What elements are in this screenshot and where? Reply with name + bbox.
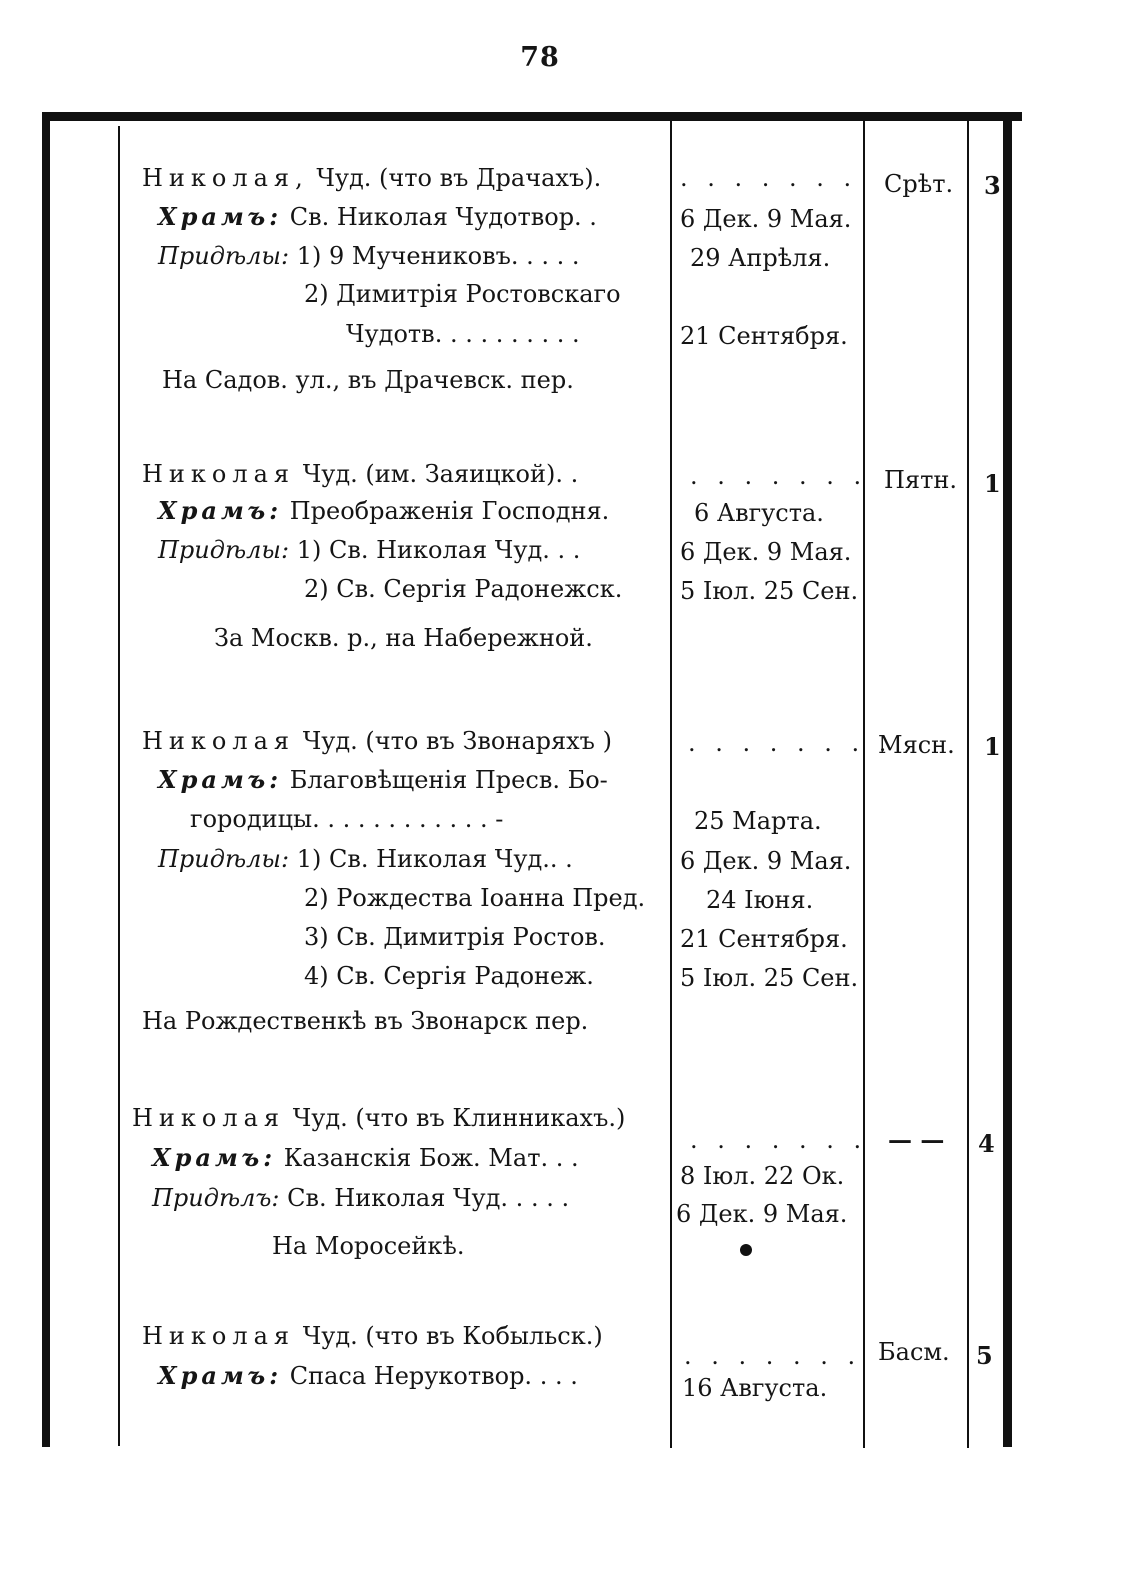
entry-line	[346, 318, 580, 350]
entry-line	[304, 960, 594, 992]
feast-date: 21 Сентября.	[680, 925, 848, 953]
feast-date: 21 Сентября.	[680, 322, 848, 350]
line-label: Храмъ:	[158, 765, 283, 794]
entry-number: 1	[984, 469, 1001, 498]
location: На Садов. ул., въ Драчевск. пер.	[162, 366, 574, 394]
entry-line	[158, 534, 580, 566]
line-label: Придѣлы:	[158, 845, 290, 873]
church-name: Николая	[142, 727, 296, 755]
feast-date: 6 Дек. 9 Мая.	[680, 205, 852, 233]
location: За Москв. р., на Набережной.	[214, 624, 593, 652]
church-subtitle: Чуд. (им. Заяицкой). .	[302, 460, 579, 488]
church-subtitle: Чуд. (что въ Звонаряхъ )	[302, 727, 612, 755]
entry-line	[158, 240, 580, 272]
location: На Моросейкѣ.	[272, 1232, 465, 1260]
feast-date: 6 Дек. 9 Мая.	[680, 847, 852, 875]
entry-line	[190, 803, 503, 835]
entry-title	[142, 162, 601, 194]
line-text: Преображенія Господня.	[289, 497, 610, 525]
column-rule-date	[670, 120, 672, 1448]
line-text: Св. Николая Чуд. . . . .	[287, 1184, 570, 1212]
line-label: Храмъ:	[158, 1361, 283, 1390]
entry-line	[304, 921, 606, 953]
entry-line	[304, 278, 621, 310]
church-name: Николая	[132, 1104, 286, 1132]
church-subtitle: Чуд. (что въ Клинникахъ.)	[292, 1104, 626, 1132]
line-text: 2) Св. Сергія Радонежск.	[304, 575, 623, 603]
entry-number: 1	[984, 732, 1001, 761]
entry-line	[158, 495, 609, 527]
district: Срѣт.	[884, 170, 954, 198]
entry-title	[132, 1102, 625, 1134]
title-dots: . . . . . . .	[690, 1126, 868, 1154]
feast-date: 6 Дек. 9 Мая.	[680, 538, 852, 566]
feast-date: 24 Іюня.	[706, 886, 814, 914]
feast-date: 6 Августа.	[694, 499, 824, 527]
line-text: Благовѣщенія Пресв. Бо-	[289, 766, 608, 794]
frame-right-border	[1003, 112, 1012, 1447]
title-dots: . . . . . . .	[684, 1342, 862, 1370]
church-subtitle: Чуд. (что въ Драчахъ).	[316, 164, 602, 192]
line-label: Храмъ:	[158, 496, 283, 525]
line-text: 3) Св. Димитрія Ростов.	[304, 923, 606, 951]
church-name: Николая	[142, 1322, 296, 1350]
line-text: Казанскія Бож. Мат. . .	[283, 1144, 579, 1172]
page-number: 78	[520, 42, 560, 73]
frame-left-border	[42, 112, 50, 1447]
column-rule-number	[967, 120, 969, 1448]
entry-line	[152, 1142, 579, 1174]
district: Мясн.	[878, 731, 955, 759]
feast-date: 16 Августа.	[682, 1374, 828, 1402]
ink-blot	[740, 1244, 752, 1256]
title-dots: . . . . . . . .	[688, 729, 893, 757]
entry-title	[142, 458, 578, 490]
church-name: Николая	[142, 460, 296, 488]
entry-number: 5	[976, 1341, 993, 1370]
location: На Рождественкѣ въ Звонарск пер.	[142, 1007, 589, 1035]
district: Басм.	[878, 1338, 950, 1366]
line-text: городицы. . . . . . . . . . . . -	[190, 805, 504, 833]
column-rule-text	[118, 126, 120, 1446]
entry-line	[158, 201, 597, 233]
entry-number: 4	[978, 1129, 995, 1158]
entry-title	[142, 1320, 603, 1352]
title-dots: . . . . . . .	[690, 462, 868, 490]
feast-date: 5 Іюл. 25 Сен.	[680, 964, 859, 992]
feast-date: 6 Дек. 9 Мая.	[676, 1200, 848, 1228]
line-text: 4) Св. Сергія Радонеж.	[304, 962, 594, 990]
feast-date: 8 Іюл. 22 Ок.	[680, 1162, 845, 1190]
district: — —	[888, 1125, 945, 1154]
feast-date: 25 Марта.	[694, 807, 822, 835]
line-text: 1) 9 Мучениковъ. . . . .	[296, 242, 580, 270]
entry-line	[158, 1360, 578, 1392]
line-text: 1) Св. Николая Чуд. . .	[296, 536, 581, 564]
line-text: 2) Рождества Іоанна Пред.	[304, 884, 646, 912]
line-label: Храмъ:	[152, 1143, 277, 1172]
line-text: Чудотв. . . . . . . . . .	[346, 320, 580, 348]
line-text: 1) Св. Николая Чуд.. .	[296, 845, 573, 873]
entry-line	[152, 1182, 569, 1214]
line-text: 2) Димитрія Ростовскаго	[304, 280, 621, 308]
line-label: Храмъ:	[158, 202, 283, 231]
line-text: Св. Николая Чудотвор. .	[289, 203, 597, 231]
line-label: Придѣлы:	[158, 536, 290, 564]
column-rule-district	[863, 120, 865, 1448]
feast-date: 5 Іюл. 25 Сен.	[680, 577, 859, 605]
district: Пятн.	[884, 466, 957, 494]
entry-line	[304, 882, 645, 914]
church-subtitle: Чуд. (что въ Кобыльск.)	[302, 1322, 603, 1350]
line-label: Придѣлы:	[158, 242, 290, 270]
entry-title	[142, 725, 612, 757]
line-label: Придѣлъ:	[152, 1184, 280, 1212]
entry-line	[158, 764, 608, 796]
line-text: Спаса Нерукотвор. . . .	[289, 1362, 578, 1390]
church-name: Николая,	[142, 164, 309, 192]
entry-line	[158, 843, 573, 875]
title-dots: . . . . . . .	[680, 164, 858, 192]
entry-line	[304, 573, 622, 605]
feast-date: 29 Апрѣля.	[690, 244, 831, 272]
entry-number: 3	[984, 171, 1001, 200]
